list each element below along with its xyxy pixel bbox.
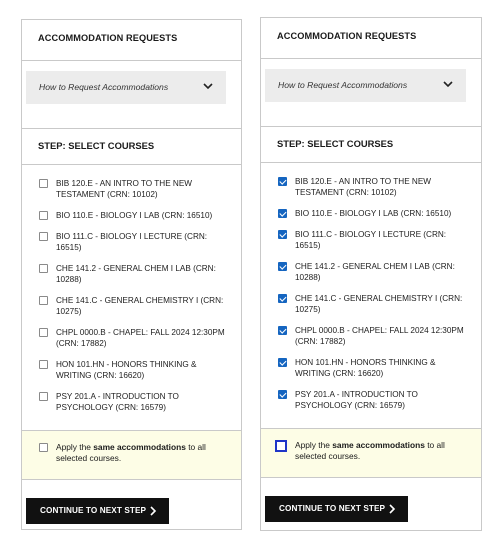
course-item[interactable]	[38, 210, 231, 221]
accommodation-panel-checked	[260, 17, 482, 531]
same-accommodations-text	[295, 440, 469, 462]
how-to-request-accordion[interactable]	[26, 71, 226, 104]
course-list	[22, 165, 241, 417]
course-item[interactable]	[38, 391, 231, 413]
course-label: CHPL 0000.B - CHAPEL: FALL 2024 12:30PM (CRN: 17882)	[295, 326, 464, 346]
course-label: HON 101.HN - HONORS THINKING & WRITING (CRN: 16620)	[56, 360, 197, 380]
course-label: CHE 141.C - GENERAL CHEMISTRY I (CRN: 10275)	[295, 294, 463, 314]
course-label: BIO 111.C - BIOLOGY I LECTURE (CRN: 16515)	[295, 230, 447, 250]
course-item[interactable]	[38, 359, 231, 381]
same-text-suffix: to all selected courses.	[295, 440, 445, 461]
course-checkbox[interactable]	[278, 326, 287, 335]
panel-header: ACCOMMODATION REQUESTS	[261, 18, 481, 59]
course-item[interactable]	[38, 327, 231, 349]
same-text-prefix: Apply the	[295, 440, 333, 450]
course-checkbox[interactable]	[278, 390, 287, 399]
accordion-spacer	[261, 102, 481, 127]
same-accommodations-option[interactable]	[261, 428, 481, 478]
course-checkbox[interactable]	[278, 209, 287, 218]
course-label: PSY 201.A - INTRODUCTION TO PSYCHOLOGY (CRN: 16579)	[56, 392, 179, 412]
course-label: PSY 201.A - INTRODUCTION TO PSYCHOLOGY (CRN: 16579)	[295, 390, 418, 410]
accommodation-panel-unchecked	[21, 19, 242, 530]
course-checkbox[interactable]	[39, 328, 48, 337]
continue-to-next-step-button[interactable]	[265, 496, 408, 522]
same-accommodations-checkbox[interactable]	[275, 440, 287, 452]
accordion-label: How to Request Accommodations	[39, 82, 169, 92]
course-label: CHPL 0000.B - CHAPEL: FALL 2024 12:30PM (CRN: 17882)	[56, 328, 225, 348]
course-item[interactable]	[277, 293, 471, 315]
course-label: BIB 120.E - AN INTRO TO THE NEW TESTAMENT (CRN: 10102)	[56, 179, 193, 199]
step-title: STEP: SELECT COURSES	[22, 129, 241, 165]
course-item[interactable]	[277, 261, 471, 283]
chevron-right-icon	[149, 506, 157, 516]
continue-label: CONTINUE TO NEXT STEP	[279, 504, 386, 513]
course-checkbox[interactable]	[278, 294, 287, 303]
course-label: BIO 110.E - BIOLOGY I LAB (CRN: 16510)	[295, 209, 452, 218]
course-label: BIO 111.C - BIOLOGY I LECTURE (CRN: 16515)	[56, 232, 208, 252]
course-item[interactable]	[277, 176, 471, 198]
course-checkbox[interactable]	[39, 211, 48, 220]
course-item[interactable]	[38, 295, 231, 317]
same-accommodations-option[interactable]	[22, 430, 241, 480]
course-checkbox[interactable]	[278, 358, 287, 367]
course-checkbox[interactable]	[39, 179, 48, 188]
course-label: CHE 141.2 - GENERAL CHEM I LAB (CRN: 10288)	[295, 262, 455, 282]
course-label: BIB 120.E - AN INTRO TO THE NEW TESTAMENT (CRN: 10102)	[295, 177, 432, 197]
course-checkbox[interactable]	[39, 264, 48, 273]
chevron-down-icon	[202, 80, 214, 92]
course-checkbox[interactable]	[39, 232, 48, 241]
course-label: CHE 141.2 - GENERAL CHEM I LAB (CRN: 10288)	[56, 264, 216, 284]
course-checkbox[interactable]	[278, 262, 287, 271]
course-label: HON 101.HN - HONORS THINKING & WRITING (CRN: 16620)	[295, 358, 436, 378]
panel-header: ACCOMMODATION REQUESTS	[22, 20, 241, 61]
course-checkbox[interactable]	[278, 230, 287, 239]
same-accommodations-text	[56, 442, 229, 464]
course-label: CHE 141.C - GENERAL CHEMISTRY I (CRN: 10275)	[56, 296, 224, 316]
chevron-right-icon	[388, 504, 396, 514]
course-item[interactable]	[277, 357, 471, 379]
course-item[interactable]	[38, 178, 231, 200]
course-checkbox[interactable]	[39, 360, 48, 369]
continue-label: CONTINUE TO NEXT STEP	[40, 506, 147, 515]
course-checkbox[interactable]	[278, 177, 287, 186]
same-text-prefix: Apply the	[56, 442, 94, 452]
step-title: STEP: SELECT COURSES	[261, 127, 481, 163]
same-text-suffix: to all selected courses.	[56, 442, 206, 463]
course-label: BIO 110.E - BIOLOGY I LAB (CRN: 16510)	[56, 211, 213, 220]
course-checkbox[interactable]	[39, 392, 48, 401]
accordion-label: How to Request Accommodations	[278, 80, 408, 90]
course-checkbox[interactable]	[39, 296, 48, 305]
course-item[interactable]	[38, 231, 231, 253]
same-text-bold: same accommodations	[93, 442, 186, 452]
accordion-spacer	[22, 104, 241, 129]
same-text-bold: same accommodations	[332, 440, 425, 450]
same-accommodations-checkbox[interactable]	[39, 443, 48, 452]
course-item[interactable]	[277, 208, 471, 219]
course-item[interactable]	[277, 389, 471, 411]
course-item[interactable]	[277, 325, 471, 347]
course-item[interactable]	[38, 263, 231, 285]
course-item[interactable]	[277, 229, 471, 251]
how-to-request-accordion[interactable]	[265, 69, 466, 102]
chevron-down-icon	[442, 78, 454, 90]
continue-to-next-step-button[interactable]	[26, 498, 169, 524]
course-list	[261, 163, 481, 415]
